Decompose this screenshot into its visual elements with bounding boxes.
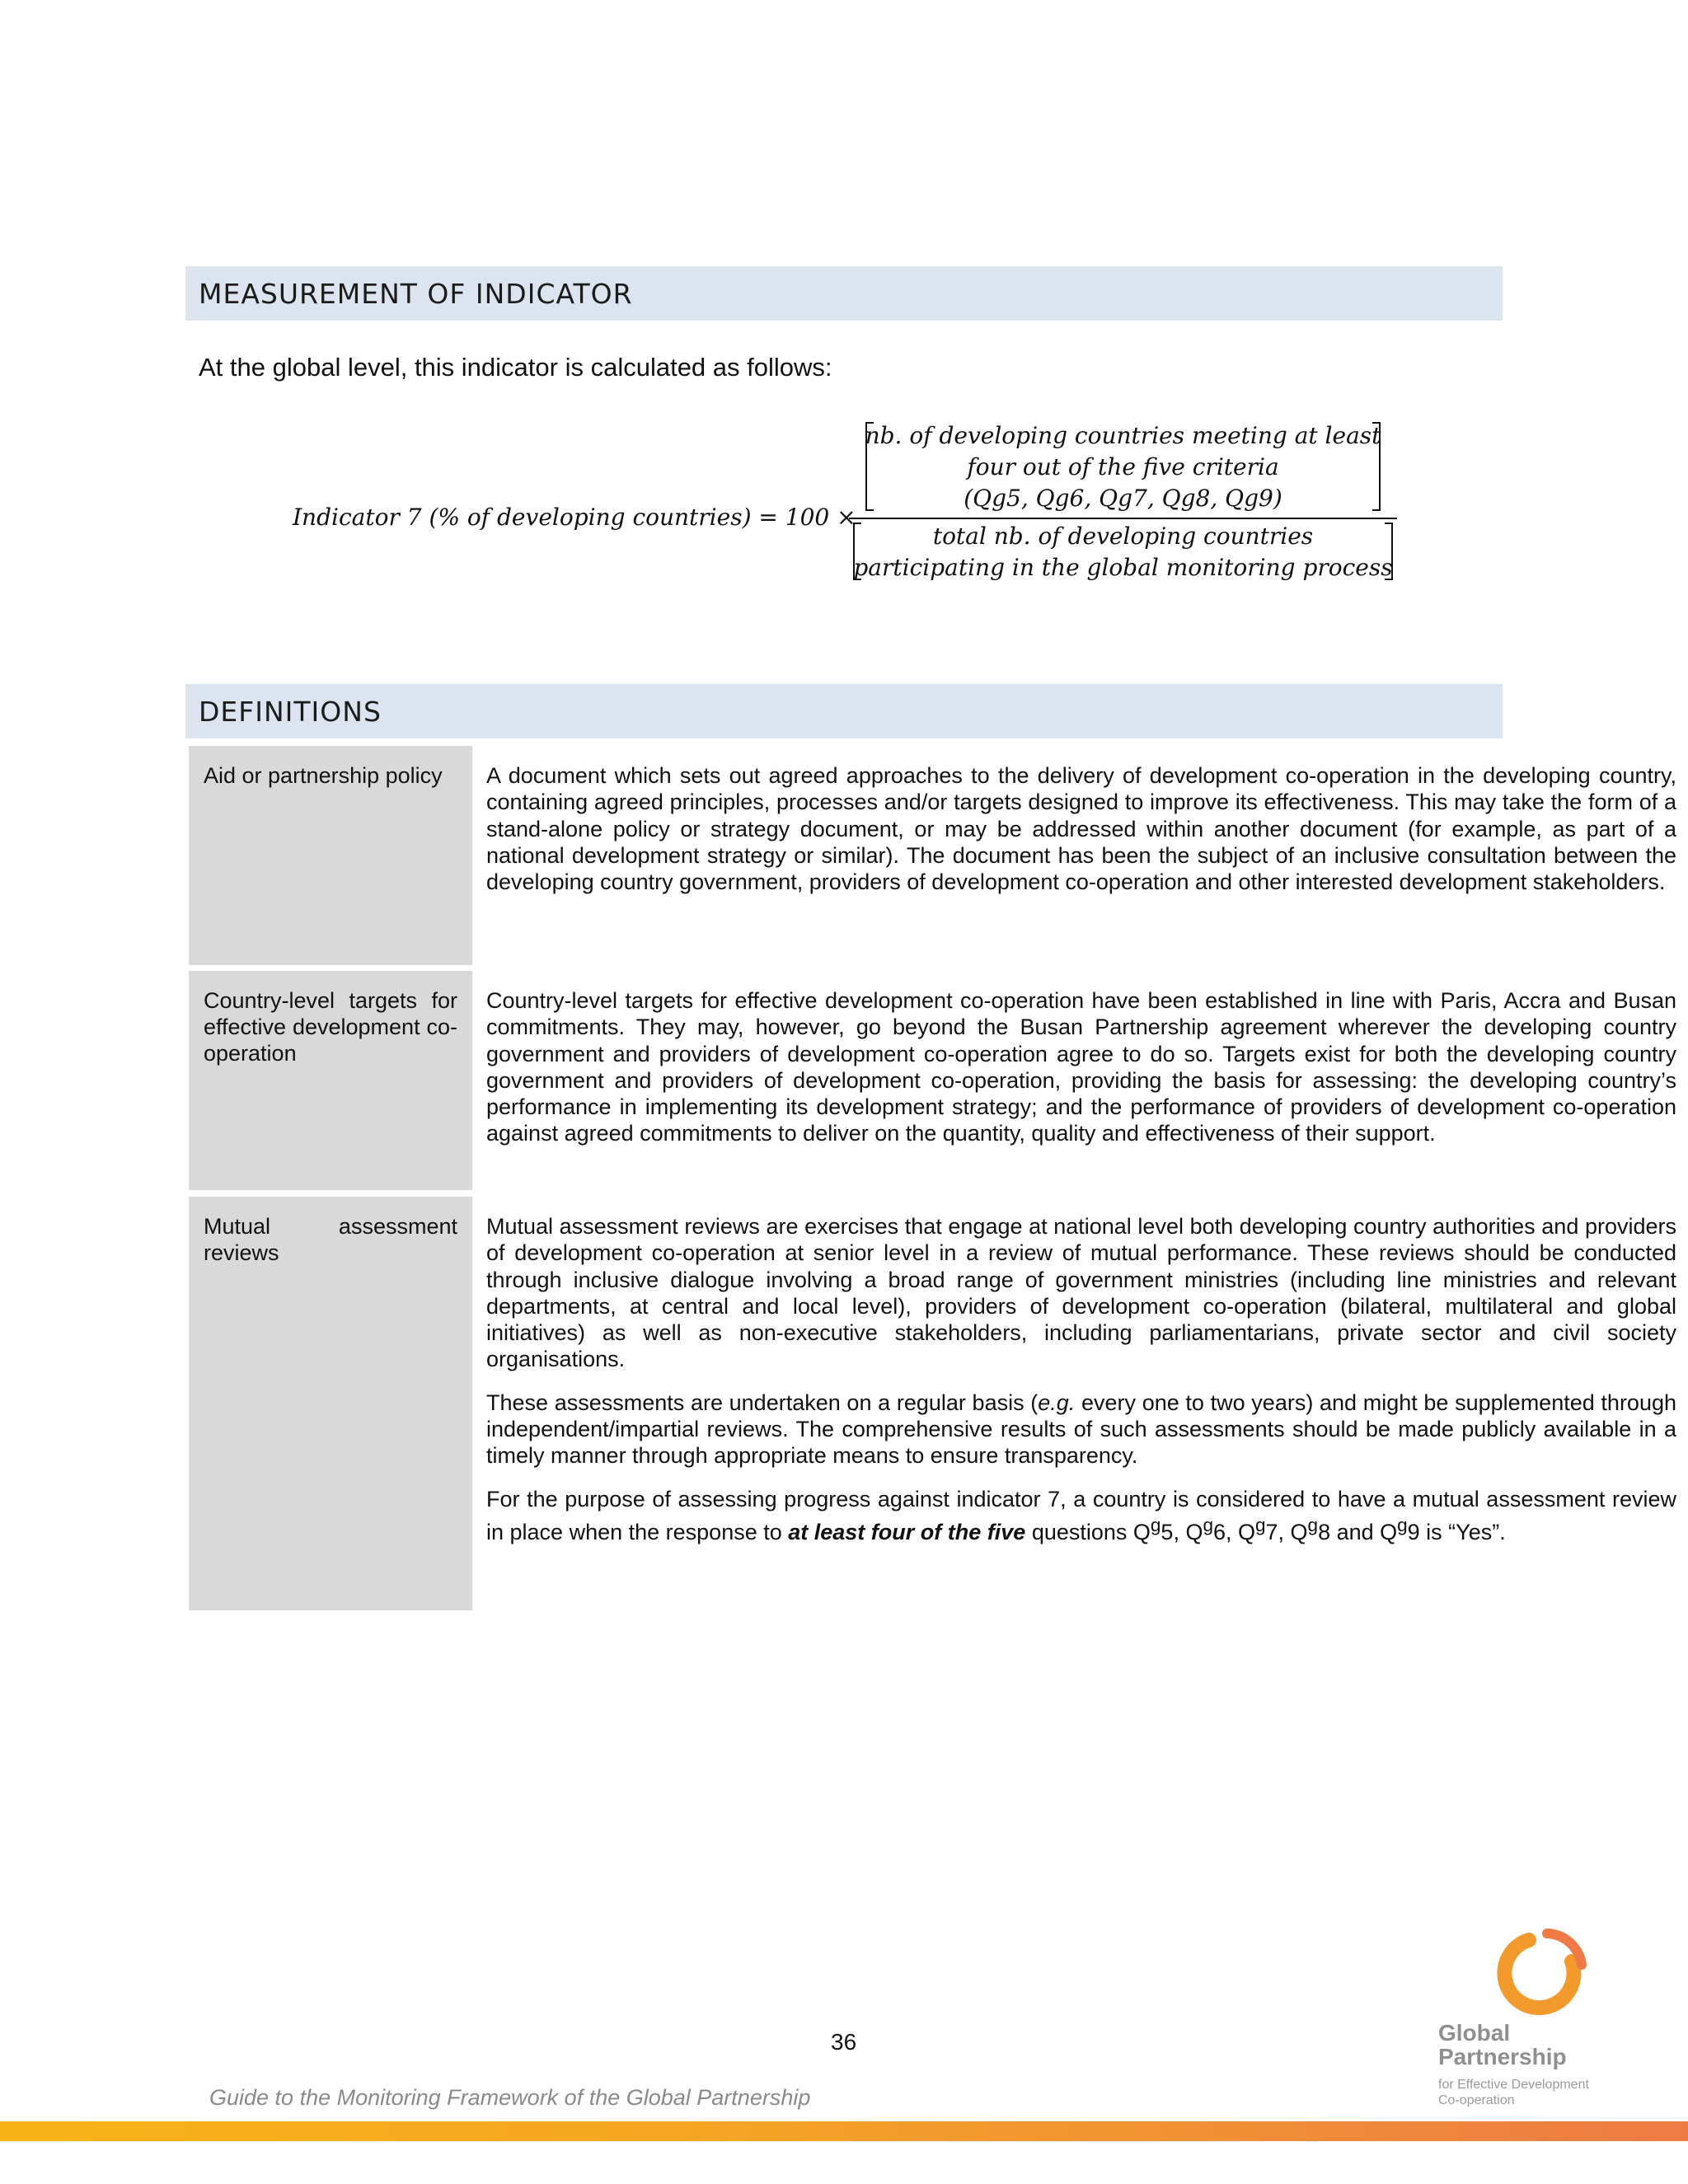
left-bracket <box>853 523 861 580</box>
text-span: 8 and Q <box>1318 1519 1398 1544</box>
left-bracket <box>865 422 874 511</box>
text-span: questions Q <box>1025 1519 1151 1544</box>
logo-ring-icon <box>1496 1929 1595 2021</box>
superscript: g <box>1255 1514 1266 1535</box>
definition-term: Country-level targets for effective development co-operation <box>189 971 472 1190</box>
definition-text <box>486 1197 1676 1562</box>
superscript: g <box>1307 1514 1319 1535</box>
global-partnership-logo <box>1438 1929 1620 2118</box>
definition-paragraph <box>486 1486 1676 1546</box>
definitions-title: DEFINITIONS <box>199 695 382 728</box>
logo-subtitle-line: Co-operation <box>1438 2093 1515 2107</box>
numerator-line-3: (Qg5, Qg6, Qg7, Qg8, Qg9) <box>964 485 1282 512</box>
definition-paragraph: Mutual assessment reviews are exercises that engage at national level both developing country authorities and providers of development co-operation at senior level in a review of mutual performance. These reviews should be conducted through inclusive dialogue involving a broad range of government ministries (including line ministries and relevant departments, at central and local level), providers of development co-operation (bilateral, multilateral and global initiatives) as well as non-executive stakeholders, including parliamentarians, private sector and civil society organisations. <box>486 1214 1676 1372</box>
measurement-section-header <box>185 266 1503 321</box>
logo-name <box>1438 2021 1567 2069</box>
footer-guide-title: Guide to the Monitoring Framework of the Global Partnership <box>209 2085 811 2110</box>
definitions-section-header <box>185 684 1503 738</box>
definition-paragraph: A document which sets out agreed approaches to the delivery of development co-operation in the developing country, containing agreed principles, processes and/or targets designed to improve its effectiveness. This may take the form of a stand-alone policy or strategy document, or may be addressed within another document (for example, as part of a national development strategy or similar). The document has been the subject of an inclusive consultation between the developing country government, providers of development co-operation and other interested development stakeholders. <box>486 763 1676 895</box>
definition-text <box>486 971 1676 1164</box>
definition-term: Mutual assessment reviews <box>189 1197 472 1610</box>
superscript: g <box>1397 1514 1408 1535</box>
formula-fraction <box>849 420 1397 583</box>
intro-text: At the global level, this indicator is calculated as follows: <box>199 353 832 382</box>
text-span: 5, Q <box>1160 1519 1203 1544</box>
right-bracket <box>1385 523 1393 580</box>
logo-name-line: Partnership <box>1438 2044 1567 2069</box>
page-number: 36 <box>831 2029 857 2055</box>
right-bracket <box>1372 422 1381 511</box>
eg-abbreviation: e.g. <box>1038 1390 1076 1415</box>
numerator-line-2: four out of the five criteria <box>967 453 1279 480</box>
text-span: 6, Q <box>1212 1519 1255 1544</box>
denominator-line-1: total nb. of developing countries <box>932 523 1314 550</box>
definition-paragraph <box>486 1390 1676 1469</box>
logo-name-line: Global <box>1438 2020 1511 2046</box>
formula-lhs: Indicator 7 (% of developing countries) = 100 × <box>293 504 856 531</box>
definition-term: Aid or partnership policy <box>189 746 472 965</box>
text-span: 9 is “Yes”. <box>1407 1519 1506 1544</box>
text-span: 7, Q <box>1265 1519 1308 1544</box>
numerator-line-1: nb. of developing countries meeting at least <box>865 422 1381 449</box>
definition-text <box>486 746 1676 912</box>
definition-row <box>189 971 1676 1190</box>
text-span: These assessments are undertaken on a regular basis ( <box>486 1390 1039 1415</box>
definition-row <box>189 746 1676 965</box>
definition-row <box>189 1197 1676 1610</box>
logo-subtitle-line: for Effective Development <box>1438 2078 1589 2092</box>
denominator-line-2: participating in the global monitoring process <box>853 554 1393 581</box>
superscript: g <box>1203 1514 1213 1535</box>
emphasis-text: at least four of the five <box>788 1519 1026 1544</box>
superscript: g <box>1150 1514 1161 1535</box>
footer-color-bar <box>0 2121 1688 2141</box>
definition-paragraph: Country-level targets for effective development co-operation have been established in line with Paris, Accra and Busan commitments. They may, however, go beyond the Busan Partnership agreement wherever the developing country government and providers of development co-operation agree to do so. Targets exist for both the developing country government and providers of development co-operation, providing the basis for assessing: the developing country’s performance in implementing its development strategy; and the performance of providers of development co-operation against agreed commitments to deliver on the quantity, quality and effectiveness of their support. <box>486 988 1676 1146</box>
logo-subtitle <box>1438 2077 1589 2108</box>
text-span: every one to two years) and might be supplemented through independent/impartial reviews. The comprehensive results of such assessments should be made publicly available in a timely manner through appropriate means to ensure transparency. <box>486 1390 1676 1469</box>
formula-numerator <box>849 420 1397 514</box>
measurement-title: MEASUREMENT OF INDICATOR <box>199 277 633 310</box>
text-span: For the purpose of assessing progress against indicator 7, a country is considered to have a mutual assessment review in place when the response to <box>486 1486 1676 1544</box>
formula-denominator <box>849 521 1397 583</box>
fraction-bar <box>849 518 1397 519</box>
